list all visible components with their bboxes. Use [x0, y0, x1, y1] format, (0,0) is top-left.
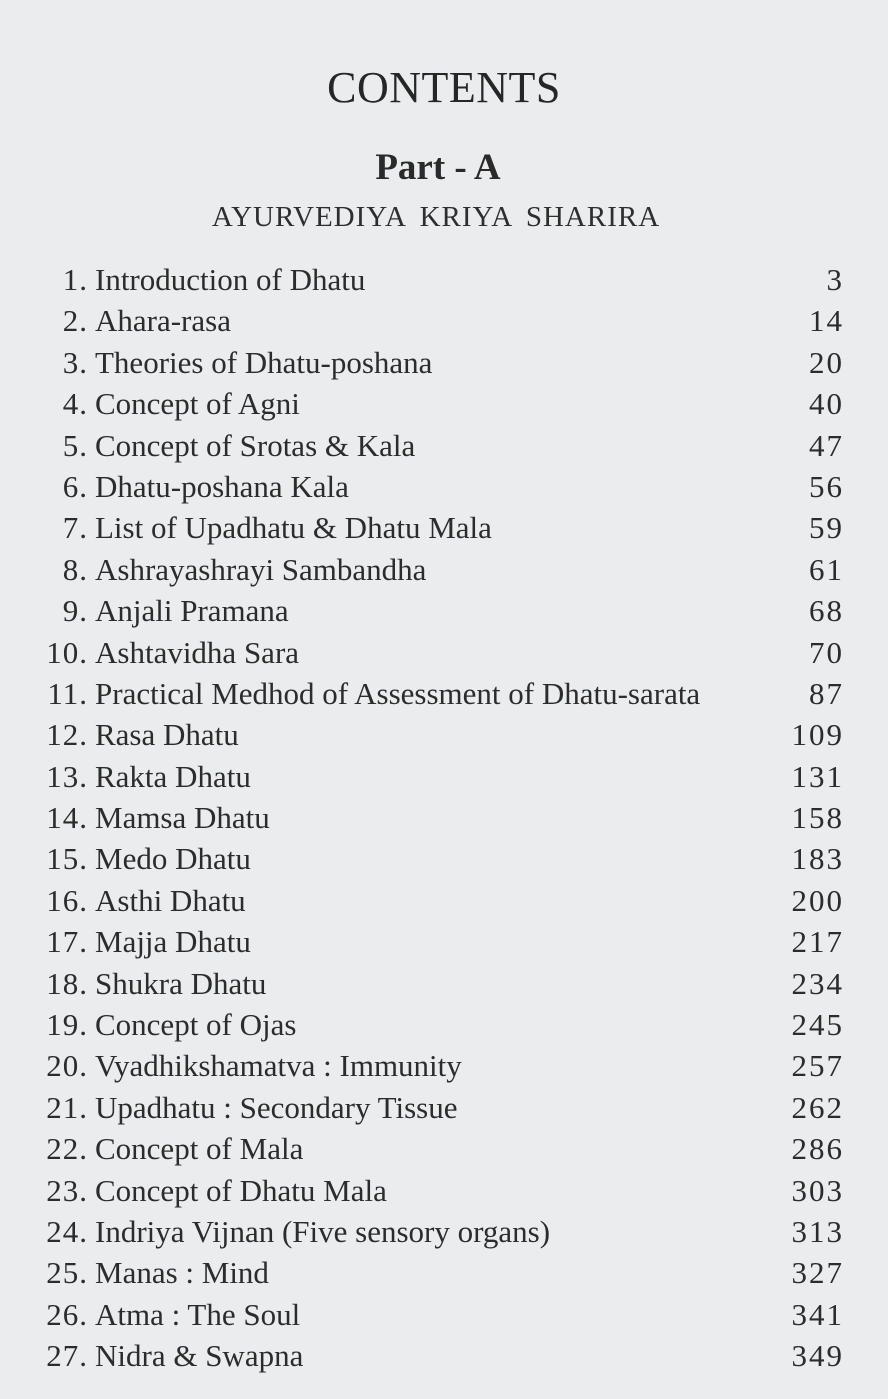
- entry-page: 262: [791, 1089, 844, 1125]
- entry-page: 87: [809, 675, 844, 711]
- entry-title: Mamsa Dhatu: [95, 800, 270, 836]
- entry-page: 341: [791, 1296, 844, 1332]
- toc-entry: [0, 300, 888, 341]
- section-heading: AYURVEDIYA KRIYA SHARIRA: [211, 201, 661, 233]
- entry-title: Concept of Srotas & Kala: [95, 427, 416, 463]
- entry-title: Ahara-rasa: [95, 303, 231, 339]
- entry-number: 13.: [46, 758, 88, 794]
- entry-title: Asthi Dhatu: [95, 882, 246, 918]
- entry-page: 234: [791, 965, 844, 1001]
- entry-page: 56: [809, 468, 844, 504]
- toc-entry: [0, 342, 888, 383]
- toc-entry: [0, 466, 888, 507]
- entry-number: 25.: [46, 1255, 88, 1291]
- entry-page: 217: [791, 924, 844, 960]
- toc-entry: [0, 963, 888, 1004]
- entry-title: Theories of Dhatu-poshana: [95, 344, 433, 380]
- entry-title: Medo Dhatu: [95, 841, 251, 877]
- entry-number: 2.: [62, 303, 88, 339]
- entry-page: 245: [791, 1007, 844, 1043]
- toc-entry: [0, 1335, 888, 1376]
- toc-entry: [0, 756, 888, 797]
- entry-number: 12.: [46, 717, 88, 753]
- entry-title: Concept of Dhatu Mala: [95, 1172, 387, 1208]
- entry-number: 27.: [46, 1338, 88, 1374]
- page-title: CONTENTS: [327, 63, 561, 112]
- entry-number: 20.: [46, 1048, 88, 1084]
- toc-entry: [0, 921, 888, 962]
- entry-page: 158: [791, 800, 844, 836]
- entry-number: 22.: [46, 1131, 88, 1167]
- toc-entry: [0, 1170, 888, 1211]
- toc-entry: [0, 1087, 888, 1128]
- entry-title: Majja Dhatu: [95, 924, 251, 960]
- toc-entry: [0, 590, 888, 631]
- entry-title: Rakta Dhatu: [95, 758, 251, 794]
- entry-number: 10.: [46, 634, 88, 670]
- toc-entry: [0, 259, 888, 300]
- entry-page: 131: [791, 758, 844, 794]
- entry-page: 68: [809, 593, 844, 629]
- entry-number: 26.: [46, 1296, 88, 1332]
- entry-title: Rasa Dhatu: [95, 717, 239, 753]
- entry-number: 1.: [62, 262, 88, 297]
- toc-entry: [0, 549, 888, 590]
- entry-page: 200: [791, 882, 844, 918]
- entry-number: 9.: [62, 593, 88, 629]
- entry-page: 327: [791, 1255, 844, 1291]
- toc-entry: [0, 507, 888, 548]
- entry-title: Shukra Dhatu: [95, 965, 267, 1001]
- toc-entry: [0, 1211, 888, 1252]
- entry-page: 109: [791, 717, 844, 753]
- entry-title: Ashrayashrayi Sambandha: [95, 551, 427, 587]
- toc-entry: [0, 714, 888, 755]
- entry-page: 3: [826, 262, 844, 297]
- toc-entry: [0, 632, 888, 673]
- entry-title: List of Upadhatu & Dhatu Mala: [95, 510, 492, 546]
- entry-title: Indriya Vijnan (Five sensory organs): [95, 1213, 551, 1249]
- entry-page: 286: [791, 1131, 844, 1167]
- entry-number: 19.: [46, 1007, 88, 1043]
- toc-entry: [0, 1252, 888, 1293]
- entry-title: Practical Medhod of Assessment of Dhatu-sarata: [95, 675, 701, 711]
- entry-number: 11.: [47, 675, 88, 711]
- toc-entry: [0, 673, 888, 714]
- entry-page: 303: [791, 1172, 844, 1208]
- entry-number: 6.: [62, 468, 88, 504]
- entry-title: Vyadhikshamatva : Immunity: [95, 1048, 462, 1084]
- entry-title: Dhatu-poshana Kala: [95, 468, 349, 504]
- entry-title: Ashtavidha Sara: [95, 634, 300, 670]
- entry-number: 15.: [46, 841, 88, 877]
- entry-title: Introduction of Dhatu: [95, 262, 366, 297]
- entry-page: 257: [791, 1048, 844, 1084]
- part-heading: Part - A: [375, 147, 501, 188]
- entry-page: 349: [791, 1338, 844, 1374]
- entry-page: 183: [791, 841, 844, 877]
- toc-entry: [0, 425, 888, 466]
- toc-entry: [0, 797, 888, 838]
- entry-title: Manas : Mind: [95, 1255, 269, 1291]
- entry-number: 3.: [62, 344, 88, 380]
- entry-number: 8.: [62, 551, 88, 587]
- entry-number: 23.: [46, 1172, 88, 1208]
- entry-title: Concept of Ojas: [95, 1007, 297, 1043]
- toc-entry: [0, 838, 888, 879]
- entry-number: 5.: [62, 427, 88, 463]
- entry-page: 313: [791, 1213, 844, 1249]
- entry-title: Atma : The Soul: [95, 1296, 301, 1332]
- entry-number: 24.: [46, 1213, 88, 1249]
- entry-page: 70: [809, 634, 844, 670]
- entry-number: 18.: [46, 965, 88, 1001]
- entry-number: 21.: [46, 1089, 88, 1125]
- entry-page: 20: [809, 344, 844, 380]
- toc-entry: [0, 383, 888, 424]
- toc-entry: [0, 1294, 888, 1335]
- entry-number: 17.: [46, 924, 88, 960]
- entry-page: 59: [809, 510, 844, 546]
- entry-title: Concept of Agni: [95, 386, 300, 422]
- entry-page: 14: [809, 303, 844, 339]
- entry-number: 16.: [46, 882, 88, 918]
- entry-title: Upadhatu : Secondary Tissue: [95, 1089, 458, 1125]
- entry-number: 7.: [62, 510, 88, 546]
- toc-entry: [0, 1004, 888, 1045]
- toc-entry: [0, 1128, 888, 1169]
- toc-entry: [0, 1045, 888, 1086]
- entry-number: 4.: [62, 386, 88, 422]
- entry-page: 47: [809, 427, 844, 463]
- toc-entry: [0, 880, 888, 921]
- entry-title: Concept of Mala: [95, 1131, 304, 1167]
- entry-title: Nidra & Swapna: [95, 1338, 304, 1374]
- table-of-contents: [0, 259, 888, 1377]
- entry-page: 40: [809, 386, 844, 422]
- entry-title: Anjali Pramana: [95, 593, 289, 629]
- entry-number: 14.: [46, 800, 88, 836]
- entry-page: 61: [809, 551, 844, 587]
